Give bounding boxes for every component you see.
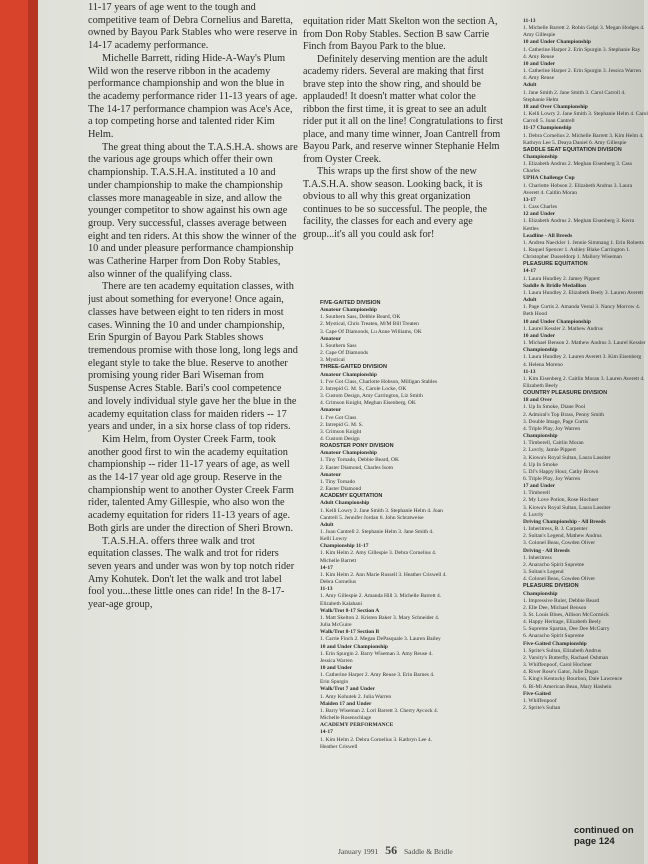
result-line: 1. Inheritress <box>523 554 552 561</box>
result-line: 2. Anaracho Spirit Supreme <box>523 561 585 568</box>
result-line: 5. Supreme Spartan, Dee Dee McGarry <box>523 626 610 633</box>
article-paragraph: 11-17 years of age went to the tough and competitive team of Debra Cornelius and Baretta, owned by Bayou Park Stables who were reserve in 14-17 academy performance. <box>88 2 298 52</box>
class-heading: UPHA Challenge Cup <box>523 175 575 182</box>
class-heading: Championship <box>523 433 558 440</box>
class-heading: Amateur <box>320 471 342 478</box>
class-heading: Adult <box>523 82 537 89</box>
result-line: 1. Tiny Tornado, Debbie Beard, OK <box>320 457 399 464</box>
division-heading: THREE-GAITED DIVISION <box>320 364 387 371</box>
footer-date: January 1991 <box>338 847 379 856</box>
result-line: 2. Intrepid G. M. S., Carole Locke, OK <box>320 385 407 392</box>
result-line: 1. Tiny Tornado <box>320 478 356 485</box>
class-heading: 10 and Under <box>523 332 556 339</box>
result-line: 3. Whiffenpoof, Carol Hochner <box>523 662 592 669</box>
result-line: Stephanie Helm <box>523 96 559 103</box>
division-heading: FIVE-GAITED DIVISION <box>320 300 381 306</box>
result-line: 1. Michael Benson 2. Mathew Andrus 3. Laurel Kessler <box>523 340 646 347</box>
result-line: 4. Triple Play, Joy Warren <box>523 425 581 432</box>
article-column-2 <box>303 16 503 308</box>
result-line: 1. Catherine Harper 2. Erin Spurgin 3. Stephanie Ray <box>523 46 641 53</box>
result-line: Carroll 5. Joan Cantrell <box>523 118 575 125</box>
result-line: 3. Cape Of Diamonds, Lu Anne Williams, OK <box>320 328 422 335</box>
result-line: 1. Kim Helm 2. Amy Gillespie 3. Debra Cornelius 4. <box>320 550 437 557</box>
result-line: 1. I've Got Class <box>320 414 357 421</box>
article-paragraph: The great thing about the T.A.S.H.A. shows are the various age groups which offer their own championship. T.A.S.H.A. instituted a 10 and under championship to make the championship classes more manageable in size, and allow the younger competitor to show against his own age group. Very successful, classes average between eight and ten riders. At this show the winner of the 10 and under pleasure performance championship was Catherine Harper from Don Roby Stables, also winner of the qualifying class. <box>88 141 298 280</box>
result-line: 1. Kim Helm 2. Ann Marie Russell 3. Heather Criswell 4. <box>320 571 447 578</box>
result-line: 1. Kelli Lowry 2. Jane Smith 3. Stephanie Helm 4. Carol <box>523 111 648 118</box>
class-heading: 11-13 <box>523 18 536 24</box>
result-line: 3. Crimson Knight <box>320 428 362 435</box>
result-line: 1. Matt Skelton 2. Kristen Baker 3. Mary Schneider 4. <box>320 614 440 621</box>
article-paragraph: This wraps up the first show of the new T.A.S.H.A. show season. Looking back, it is obvious to all why this great organization continues to be so successful. The people, the facility, the classes for each and every age group...it's all you could ask for! <box>303 166 487 240</box>
result-line: 1. Southern Sass <box>320 342 357 349</box>
class-heading: Championship <box>523 590 558 597</box>
class-heading: Amateur Championship <box>320 307 377 314</box>
result-line: 1. Michelle Barrett 2. Robin Gelpi 3. Megan Hodges 4. <box>523 25 645 32</box>
class-heading: Driving Championship - All Breeds <box>523 518 606 525</box>
class-heading: Championship <box>523 347 558 354</box>
result-line: 6. Bi-Mi American Beau, Mary Hashein <box>523 683 612 690</box>
result-line: 2. Sprite's Sultan <box>523 705 561 711</box>
class-heading: Amateur Championship <box>320 371 377 378</box>
result-line: 1. Timberell, Caitlin Moran <box>523 440 584 447</box>
result-line: 3. Colonel Beau, Cowden Oliver <box>523 540 596 547</box>
result-line: Julia McGuire <box>320 622 352 629</box>
class-heading: 11-17 Championship <box>523 125 572 132</box>
division-heading: SADDLE SEAT EQUITATION DIVISION <box>523 146 622 153</box>
class-heading: 11-13 <box>523 368 536 375</box>
result-line: Jessica Warren <box>320 657 353 664</box>
result-line: 1. I've Got Class, Charlotte Hobson, Milligan Stables <box>320 378 438 385</box>
division-heading: COUNTRY PLEASURE DIVISION <box>523 390 608 397</box>
result-line: 4. Amy Reuse <box>523 53 555 60</box>
class-heading: 11-13 <box>320 586 333 593</box>
result-line: 4. Colonel Beau, Cowden Oliver <box>523 576 596 583</box>
result-line: 1. Kelli Lowry 2. Jane Smith 3. Stephanie Helm 4. Joan <box>320 507 443 514</box>
result-line: 1. Debra Cornelius 2. Michelle Barrett 3. Kim Helm 4. <box>523 132 644 139</box>
class-heading: Leadline - All Breeds <box>523 232 573 239</box>
result-line: 1. Jane Smith 2. Jane Smith 3. Carol Carroll 4. <box>523 89 626 96</box>
class-heading: Five-Gaited Championship <box>523 640 587 647</box>
class-heading: Adult <box>523 297 537 304</box>
class-heading: 12 and Under <box>523 211 556 218</box>
result-line: 3. Custom Design, Amy Carrington, Liz Smith <box>320 393 423 400</box>
result-line: 4. Up In Smoke <box>523 461 558 468</box>
result-line: 3. Kiowa's Royal Sultan, Laura Lassiter <box>523 504 611 511</box>
result-line: 1. Cass Charles <box>523 204 558 211</box>
class-heading: Championship <box>523 153 558 160</box>
result-line: 5. DJ's Happy Hour, Cathy Brown <box>523 468 599 475</box>
result-line: 5. King's Kentucky Bourbon, Dale Lawrence <box>523 676 623 683</box>
class-heading: 18 and Over <box>523 397 553 404</box>
result-line: 2. Luvrly, Jamie Pippert <box>523 447 576 454</box>
division-heading: ROADSTER PONY DIVISION <box>320 443 394 450</box>
result-line: 2. My Love Potion, Rose Hochner <box>523 497 599 504</box>
class-heading: Maiden 17 and Under <box>320 700 372 707</box>
result-line: 1. Southern Sass, Debbie Beard, OK <box>320 314 401 321</box>
class-heading: 13-17 <box>523 196 536 203</box>
result-line: 1. Erin Spurgin 2. Barry Wiseman 3. Amy Reuse 4. <box>320 650 433 657</box>
division-heading: PLEASURE DIVISION <box>523 583 579 590</box>
result-line: Kelli Lowry <box>320 536 348 543</box>
result-line: 1. Charlotte Hobson 2. Elizabeth Andrus 3. Laura <box>523 182 633 189</box>
class-heading: 14-17 <box>320 729 333 736</box>
result-line: 3. Double Image, Page Curtis <box>523 418 589 425</box>
article-paragraph: Definitely deserving mention are the adult academy riders. Several are making that first brave step into the show ring, and should be applauded! It doesn't matter what color the ribbon the first time, it is great to see an adult rider put it all on the line! Congratulations to first place, and many time winner, Joan Cantrell from Bayou Park, and reserve winner Stephanie Helm from Oyster Creek. <box>303 53 503 165</box>
result-line: 2. Mystical, Chris Treaten, M/M Bill Treaten <box>320 321 419 328</box>
article-paragraph: equitation rider Matt Skelton won the section A, from Don Roby Stables. Section B saw Carrie Finch from Bayou Park to the blue. <box>303 16 498 52</box>
result-line: 6. Triple Play, Joy Warren <box>523 476 581 482</box>
result-line: 1. Sprite's Sultan, Elizabeth Andrus <box>523 647 601 654</box>
result-line: Michelle Barrett <box>320 557 357 564</box>
class-heading: 10 and Under <box>320 664 353 671</box>
class-heading: Driving - All Breeds <box>523 547 570 554</box>
class-heading: 10 and Under <box>523 60 556 67</box>
class-heading: Amateur <box>320 335 342 342</box>
result-line: 1. Elizabeth Andrus 2. Meghan Eisenberg 3. Cass <box>523 161 632 168</box>
result-line: Elizabeth Beely <box>523 382 558 389</box>
article-paragraph: Kim Helm, from Oyster Creek Farm, took another good first to win the academy equitation championship -- rider 11-17 years of age, as well as the 14-17 year old age group. Reserve in the championship went to another Oyster Creek Farm rider, talented Amy Gillespie, who also won the academy equitation for riders 11-13 years of age. Both girls are under the direction of Sheri Brown. <box>88 433 294 534</box>
footer-page-number: 56 <box>385 843 398 857</box>
result-line: Averett 4. Caitlin Moran <box>523 189 577 196</box>
result-line: 1. Catherine Harper 2. Amy Reuse 3. Erin Barnes 4. <box>320 672 435 679</box>
class-heading: 10 and Under Championship <box>523 39 591 46</box>
result-line: 1. Laura Hundley 2. Jamey Pippert <box>523 275 600 282</box>
class-heading: ACADEMY PERFORMANCE <box>320 722 394 729</box>
result-line: 1. Andrea Naeckler 1. Jennie Simmang 1. Erin Roberts <box>523 239 644 246</box>
result-line: Erin Spurgin <box>320 679 349 686</box>
result-line: 3. Mystical <box>320 357 345 364</box>
class-heading: Walk/Trot 7 and Under <box>320 686 375 693</box>
result-line: 3. Kiowa's Royal Sultan, Laura Lassiter <box>523 454 611 461</box>
result-line: 4. River Rose's Gator, Julie Dugas <box>523 669 599 676</box>
result-line: Charles <box>523 168 540 175</box>
result-line: 1. Kim Helm 2. Debra Cornelius 3. Kathryn Lee 4. <box>320 736 432 743</box>
result-line: 1. Laura Hundley 2. Lauren Averett 3. Kim Eisenberg <box>523 354 642 361</box>
result-line: 1. Joan Cantrell 2. Stephanie Helm 3. Jane Smith 4. <box>320 529 434 535</box>
result-line: 4. Crimson Knight, Meghan Eisenberg, OK <box>320 400 416 407</box>
result-line: 2. Easter Diamond, Charles Isom <box>320 464 394 471</box>
result-line: Elizabeth Kalahani <box>320 600 362 607</box>
result-line: 1. Laura Hundley 2. Elizabeth Beely 3. Lauren Averett <box>523 289 644 296</box>
magazine-page <box>38 0 648 864</box>
magazine-spine-shadow <box>28 0 38 864</box>
page-footer <box>338 843 453 858</box>
result-line: 1. Amy Kohutek 2. Julia Warren <box>320 693 392 700</box>
article-paragraph: Michelle Barrett, riding Hide-A-Way's Plum Wild won the reserve ribbon in the academy performance championship and won the blue in the academy performance rider 11-13 years of age. The 14-17 performance champion was Ace's Ace, a top competing horse and talented rider Kim Helm. <box>88 52 298 141</box>
result-line: 2. Cape Of Diamonds <box>320 350 368 357</box>
article-paragraph: There are ten academy equitation classes, with just about something for everyone! Once again, classes have between eight to ten riders in most cases. Winning the 10 and under championship, Erin Spurgin of Bayou Park Stables shows tremendous promise with those long, long legs and elegant style to take the blue. Reserve to another promising young rider Bari Wiseman from Suspense Acres Stable. Bari's cool competence and lovely individual style gave her the blue in the academy equitation class for maiden riders -- 17 years and under, in a six horse class of top riders. <box>88 281 298 433</box>
result-line: 1. Timberell <box>523 490 550 497</box>
result-line: Beth Hood <box>523 311 547 318</box>
result-line: 1. Kim Eisenberg 2. Caitlin Moran 3. Lauren Averett 4. <box>523 375 645 382</box>
result-line: 2. Varsity's Butterfly, Rachael Oshman <box>523 654 609 661</box>
continued-note: continued on page 124 <box>574 825 634 847</box>
result-line: 1. Page Curtis 2. Amanda Vestal 3. Nancy Morrow 4. <box>523 304 641 311</box>
class-heading: 14-17 <box>523 268 536 275</box>
results-column-2 <box>523 18 648 848</box>
class-heading: Amateur <box>320 407 342 414</box>
result-line: 1. Carrie Finch 2. Megan DePasquale 3. Lauren Bailey <box>320 636 441 643</box>
result-line: 6. Anaracho Spirit Supreme <box>523 633 585 640</box>
result-line: 1. Amy Gillespie 2. Amanda Hill 3. Michelle Barrett 4. <box>320 593 442 600</box>
article-column-1 <box>88 2 298 834</box>
result-line: Heather Criswell <box>320 743 358 750</box>
class-heading: Walk/Trot 8-17 Section A <box>320 607 380 614</box>
result-line: 4. Happy Heritage, Elizabeth Beely <box>523 619 602 626</box>
result-line: 3. Sultan's Legend <box>523 569 564 576</box>
result-line: 1. Elizabeth Andrus 2. Meghan Eisenberg 3. Kerra <box>523 218 635 225</box>
result-line: 1. Up In Smoke, Diane Pool <box>523 404 586 411</box>
result-line: 2. Easter Diamond <box>320 486 362 493</box>
result-line: 1. Laurel Kessler 2. Mathew Andrus <box>523 325 603 332</box>
result-line: 4. Helena Moreno <box>523 361 563 368</box>
result-line: Amy Gillespie <box>523 32 556 39</box>
results-column-1 <box>320 300 516 848</box>
class-heading: 18 and Over Championship <box>523 103 588 110</box>
result-line: 4. Amy Reuse <box>523 75 555 82</box>
class-heading: 10 and Under Championship <box>320 643 388 650</box>
division-heading: PLEASURE EQUITATION <box>523 261 588 268</box>
result-line: 2. Elle Dee, Michael Benson <box>523 604 587 611</box>
class-heading: Adult <box>320 521 334 528</box>
result-line: 4. Luvrly <box>523 511 544 518</box>
result-line: 1. Catherine Harper 2. Erin Spurgin 3. Jessica Warren <box>523 68 642 75</box>
division-heading: ACADEMY EQUITATION <box>320 493 383 500</box>
result-line: Cantrell 5. Jennifer Jordan 6. John Schratweise <box>320 514 424 521</box>
class-heading: 10 and Under Championship <box>523 318 591 325</box>
footer-magazine-name: Saddle & Bridle <box>403 847 453 856</box>
result-line: Christopher Dusseldorp 1. Mallory Wiseman <box>523 254 622 261</box>
class-heading: Walk/Trot 8-17 Section B <box>320 629 380 636</box>
class-heading: Championship 11-17 <box>320 543 369 550</box>
result-line: Debra Cornelius <box>320 579 357 586</box>
class-heading: Amateur Championship <box>320 450 377 457</box>
result-line: 1. Impressive Ruler, Debbie Beard <box>523 597 600 604</box>
result-line: 4. Custom Design <box>320 435 360 442</box>
result-line: 1. Whiffenpoof <box>523 697 557 704</box>
class-heading: 17 and Under <box>523 483 556 490</box>
result-line: Michelle Rosenschlage <box>320 715 372 722</box>
class-heading: 14-17 <box>320 564 333 571</box>
result-line: 2. Sultan's Legend, Mathew Andrus <box>523 533 602 540</box>
result-line: 2. Intrepid G. M. S. <box>320 421 364 428</box>
class-heading: Five-Gaited <box>523 690 551 697</box>
result-line: Kettles <box>523 225 539 232</box>
result-line: 1. Barry Wiseman 2. Lori Barrett 3. Cherry Aycock 4. <box>320 707 439 714</box>
article-paragraph: T.A.S.H.A. offers three walk and trot equitation classes. The walk and trot for riders seven years and under was won by top notch rider Amy Kohutek. Don't let the walk and trot label fool you...these little ones can ride! In the 8-17-year-age group, <box>88 535 295 611</box>
result-line: 3. St. Louis Blues, Allison McCormick <box>523 611 609 618</box>
result-line: 1. Raquel Spencer 1. Ashley Blake Carrington 1. <box>523 247 631 253</box>
result-line: 2. Admiral's Top Brass, Penny Smith <box>523 411 605 418</box>
class-heading: Saddle & Bridle Medallion <box>523 282 587 289</box>
class-heading: Adult Championship <box>320 500 370 507</box>
result-line: Kathryn Lee 5. Deaya Daniel 6. Amy Gillespie <box>523 139 627 146</box>
result-line: 1. Inheritress, B. J. Carpenter <box>523 526 588 533</box>
